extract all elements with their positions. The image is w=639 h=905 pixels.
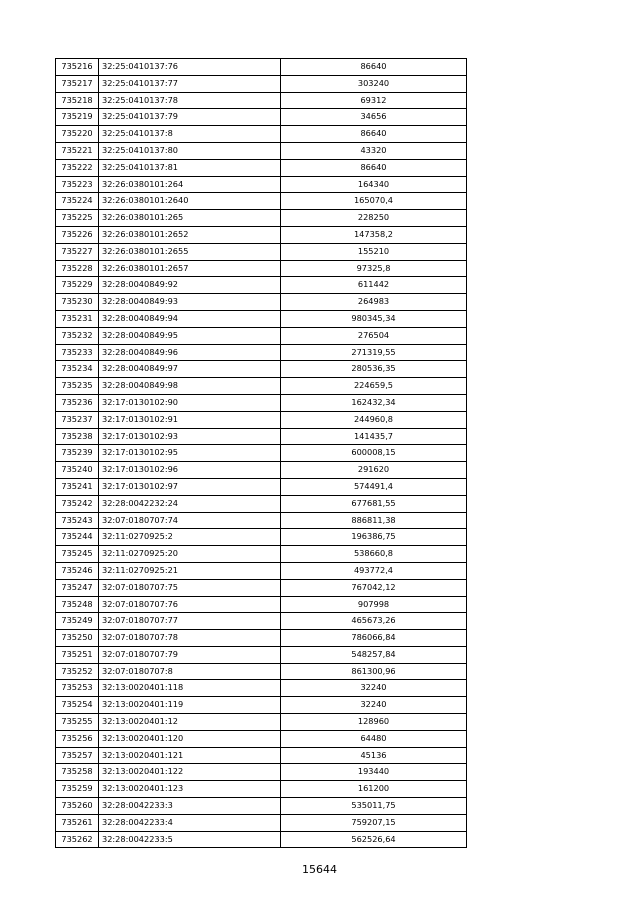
- table-row: [56, 579, 467, 596]
- row-id-cell: 735227: [56, 243, 99, 260]
- value-cell: 32240: [281, 680, 467, 697]
- row-id-cell: 735259: [56, 781, 99, 798]
- value-cell: 907998: [281, 596, 467, 613]
- cadastral-number-cell: 32:13:0020401:118: [99, 680, 281, 697]
- row-id-cell: 735230: [56, 294, 99, 311]
- cadastral-number-cell: 32:13:0020401:119: [99, 697, 281, 714]
- value-cell: 886811,38: [281, 512, 467, 529]
- table-row: [56, 781, 467, 798]
- table-row: [56, 630, 467, 647]
- table-row: [56, 310, 467, 327]
- cadastral-number-cell: 32:25:0410137:80: [99, 142, 281, 159]
- cadastral-number-cell: 32:28:0040849:97: [99, 361, 281, 378]
- table-row: [56, 512, 467, 529]
- value-cell: 291620: [281, 462, 467, 479]
- cadastral-number-cell: 32:28:0040849:94: [99, 310, 281, 327]
- table-row: [56, 714, 467, 731]
- cadastral-number-cell: 32:13:0020401:123: [99, 781, 281, 798]
- table-row: [56, 277, 467, 294]
- cadastral-number-cell: 32:28:0040849:95: [99, 327, 281, 344]
- table-row: [56, 428, 467, 445]
- row-id-cell: 735241: [56, 478, 99, 495]
- cadastral-number-cell: 32:13:0020401:121: [99, 747, 281, 764]
- row-id-cell: 735257: [56, 747, 99, 764]
- table-row: [56, 294, 467, 311]
- row-id-cell: 735243: [56, 512, 99, 529]
- row-id-cell: 735260: [56, 798, 99, 815]
- row-id-cell: 735219: [56, 109, 99, 126]
- value-cell: 271319,55: [281, 344, 467, 361]
- table-row: [56, 210, 467, 227]
- table-row: [56, 747, 467, 764]
- value-cell: 280536,35: [281, 361, 467, 378]
- value-cell: 147358,2: [281, 226, 467, 243]
- table-row: [56, 562, 467, 579]
- cadastral-number-cell: 32:26:0380101:264: [99, 176, 281, 193]
- cadastral-number-cell: 32:07:0180707:8: [99, 663, 281, 680]
- table-row: [56, 176, 467, 193]
- value-cell: 786066,84: [281, 630, 467, 647]
- value-cell: 228250: [281, 210, 467, 227]
- row-id-cell: 735238: [56, 428, 99, 445]
- value-cell: 611442: [281, 277, 467, 294]
- cadastral-number-cell: 32:25:0410137:79: [99, 109, 281, 126]
- cadastral-number-cell: 32:17:0130102:93: [99, 428, 281, 445]
- table-row: [56, 546, 467, 563]
- value-cell: 32240: [281, 697, 467, 714]
- value-cell: 193440: [281, 764, 467, 781]
- table-row: [56, 344, 467, 361]
- value-cell: 548257,84: [281, 646, 467, 663]
- cadastral-number-cell: 32:13:0020401:122: [99, 764, 281, 781]
- row-id-cell: 735233: [56, 344, 99, 361]
- value-cell: 155210: [281, 243, 467, 260]
- row-id-cell: 735229: [56, 277, 99, 294]
- table-row: [56, 193, 467, 210]
- value-cell: 600008,15: [281, 445, 467, 462]
- cadastral-number-cell: 32:28:0042233:3: [99, 798, 281, 815]
- value-cell: 141435,7: [281, 428, 467, 445]
- cadastral-number-cell: 32:13:0020401:120: [99, 730, 281, 747]
- value-cell: 86640: [281, 159, 467, 176]
- table-row: [56, 142, 467, 159]
- table-row: [56, 798, 467, 815]
- value-cell: 759207,15: [281, 814, 467, 831]
- value-cell: 574491,4: [281, 478, 467, 495]
- row-id-cell: 735253: [56, 680, 99, 697]
- table-row: [56, 361, 467, 378]
- row-id-cell: 735248: [56, 596, 99, 613]
- cadastral-number-cell: 32:28:0040849:98: [99, 378, 281, 395]
- table-row: [56, 243, 467, 260]
- value-cell: 224659,5: [281, 378, 467, 395]
- table-row: [56, 613, 467, 630]
- row-id-cell: 735235: [56, 378, 99, 395]
- row-id-cell: 735249: [56, 613, 99, 630]
- row-id-cell: 735240: [56, 462, 99, 479]
- table-row: [56, 730, 467, 747]
- table-row: [56, 109, 467, 126]
- value-cell: 34656: [281, 109, 467, 126]
- value-cell: 465673,26: [281, 613, 467, 630]
- row-id-cell: 735234: [56, 361, 99, 378]
- row-id-cell: 735223: [56, 176, 99, 193]
- row-id-cell: 735237: [56, 411, 99, 428]
- cadastral-number-cell: 32:07:0180707:78: [99, 630, 281, 647]
- row-id-cell: 735251: [56, 646, 99, 663]
- cadastral-number-cell: 32:26:0380101:2655: [99, 243, 281, 260]
- row-id-cell: 735247: [56, 579, 99, 596]
- table-body: [56, 59, 467, 848]
- row-id-cell: 735258: [56, 764, 99, 781]
- cadastral-number-cell: 32:25:0410137:78: [99, 92, 281, 109]
- cadastral-number-cell: 32:07:0180707:75: [99, 579, 281, 596]
- table-row: [56, 680, 467, 697]
- value-cell: 677681,55: [281, 495, 467, 512]
- row-id-cell: 735256: [56, 730, 99, 747]
- table-row: [56, 529, 467, 546]
- cadastral-number-cell: 32:28:0042233:4: [99, 814, 281, 831]
- cadastral-number-cell: 32:07:0180707:76: [99, 596, 281, 613]
- row-id-cell: 735217: [56, 75, 99, 92]
- row-id-cell: 735232: [56, 327, 99, 344]
- row-id-cell: 735220: [56, 126, 99, 143]
- row-id-cell: 735252: [56, 663, 99, 680]
- table-row: [56, 814, 467, 831]
- cadastral-number-cell: 32:28:0042232:24: [99, 495, 281, 512]
- row-id-cell: 735261: [56, 814, 99, 831]
- cadastral-number-cell: 32:25:0410137:76: [99, 59, 281, 76]
- table-row: [56, 764, 467, 781]
- table-row: [56, 478, 467, 495]
- table-row: [56, 394, 467, 411]
- value-cell: 164340: [281, 176, 467, 193]
- value-cell: 161200: [281, 781, 467, 798]
- row-id-cell: 735262: [56, 831, 99, 848]
- row-id-cell: 735225: [56, 210, 99, 227]
- table-row: [56, 59, 467, 76]
- cadastral-number-cell: 32:07:0180707:79: [99, 646, 281, 663]
- row-id-cell: 735250: [56, 630, 99, 647]
- data-table: [55, 58, 467, 848]
- value-cell: 493772,4: [281, 562, 467, 579]
- value-cell: 276504: [281, 327, 467, 344]
- table-row: [56, 495, 467, 512]
- table-row: [56, 378, 467, 395]
- table-row: [56, 462, 467, 479]
- table-row: [56, 646, 467, 663]
- table-row: [56, 126, 467, 143]
- cadastral-number-cell: 32:17:0130102:90: [99, 394, 281, 411]
- cadastral-number-cell: 32:28:0040849:96: [99, 344, 281, 361]
- cadastral-number-cell: 32:07:0180707:77: [99, 613, 281, 630]
- table-row: [56, 831, 467, 848]
- cadastral-number-cell: 32:26:0380101:265: [99, 210, 281, 227]
- table-row: [56, 445, 467, 462]
- row-id-cell: 735254: [56, 697, 99, 714]
- cadastral-number-cell: 32:25:0410137:8: [99, 126, 281, 143]
- value-cell: 162432,34: [281, 394, 467, 411]
- cadastral-number-cell: 32:26:0380101:2652: [99, 226, 281, 243]
- value-cell: 86640: [281, 126, 467, 143]
- row-id-cell: 735216: [56, 59, 99, 76]
- table-row: [56, 92, 467, 109]
- value-cell: 538660,8: [281, 546, 467, 563]
- cadastral-number-cell: 32:28:0040849:92: [99, 277, 281, 294]
- cadastral-number-cell: 32:11:0270925:21: [99, 562, 281, 579]
- cadastral-number-cell: 32:17:0130102:91: [99, 411, 281, 428]
- table-row: [56, 596, 467, 613]
- row-id-cell: 735246: [56, 562, 99, 579]
- cadastral-number-cell: 32:13:0020401:12: [99, 714, 281, 731]
- row-id-cell: 735239: [56, 445, 99, 462]
- cadastral-number-cell: 32:28:0042233:5: [99, 831, 281, 848]
- value-cell: 980345,34: [281, 310, 467, 327]
- row-id-cell: 735224: [56, 193, 99, 210]
- value-cell: 196386,75: [281, 529, 467, 546]
- table-row: [56, 327, 467, 344]
- value-cell: 767042,12: [281, 579, 467, 596]
- row-id-cell: 735236: [56, 394, 99, 411]
- value-cell: 128960: [281, 714, 467, 731]
- cadastral-number-cell: 32:11:0270925:20: [99, 546, 281, 563]
- row-id-cell: 735242: [56, 495, 99, 512]
- value-cell: 562526,64: [281, 831, 467, 848]
- value-cell: 861300,96: [281, 663, 467, 680]
- table-row: [56, 226, 467, 243]
- table-row: [56, 411, 467, 428]
- row-id-cell: 735222: [56, 159, 99, 176]
- table-row: [56, 75, 467, 92]
- cadastral-number-cell: 32:26:0380101:2657: [99, 260, 281, 277]
- value-cell: 45136: [281, 747, 467, 764]
- cadastral-number-cell: 32:07:0180707:74: [99, 512, 281, 529]
- value-cell: 86640: [281, 59, 467, 76]
- page-number: 15644: [302, 863, 337, 876]
- table-row: [56, 663, 467, 680]
- value-cell: 97325,8: [281, 260, 467, 277]
- cadastral-number-cell: 32:17:0130102:96: [99, 462, 281, 479]
- row-id-cell: 735226: [56, 226, 99, 243]
- value-cell: 69312: [281, 92, 467, 109]
- value-cell: 165070,4: [281, 193, 467, 210]
- value-cell: 43320: [281, 142, 467, 159]
- table-row: [56, 260, 467, 277]
- value-cell: 264983: [281, 294, 467, 311]
- value-cell: 303240: [281, 75, 467, 92]
- row-id-cell: 735245: [56, 546, 99, 563]
- cadastral-number-cell: 32:17:0130102:95: [99, 445, 281, 462]
- row-id-cell: 735221: [56, 142, 99, 159]
- row-id-cell: 735255: [56, 714, 99, 731]
- table-row: [56, 697, 467, 714]
- cadastral-number-cell: 32:25:0410137:81: [99, 159, 281, 176]
- cadastral-number-cell: 32:11:0270925:2: [99, 529, 281, 546]
- cadastral-number-cell: 32:25:0410137:77: [99, 75, 281, 92]
- value-cell: 64480: [281, 730, 467, 747]
- row-id-cell: 735244: [56, 529, 99, 546]
- row-id-cell: 735228: [56, 260, 99, 277]
- cadastral-number-cell: 32:28:0040849:93: [99, 294, 281, 311]
- value-cell: 535011,75: [281, 798, 467, 815]
- cadastral-number-cell: 32:17:0130102:97: [99, 478, 281, 495]
- value-cell: 244960,8: [281, 411, 467, 428]
- cadastral-number-cell: 32:26:0380101:2640: [99, 193, 281, 210]
- table-row: [56, 159, 467, 176]
- row-id-cell: 735231: [56, 310, 99, 327]
- row-id-cell: 735218: [56, 92, 99, 109]
